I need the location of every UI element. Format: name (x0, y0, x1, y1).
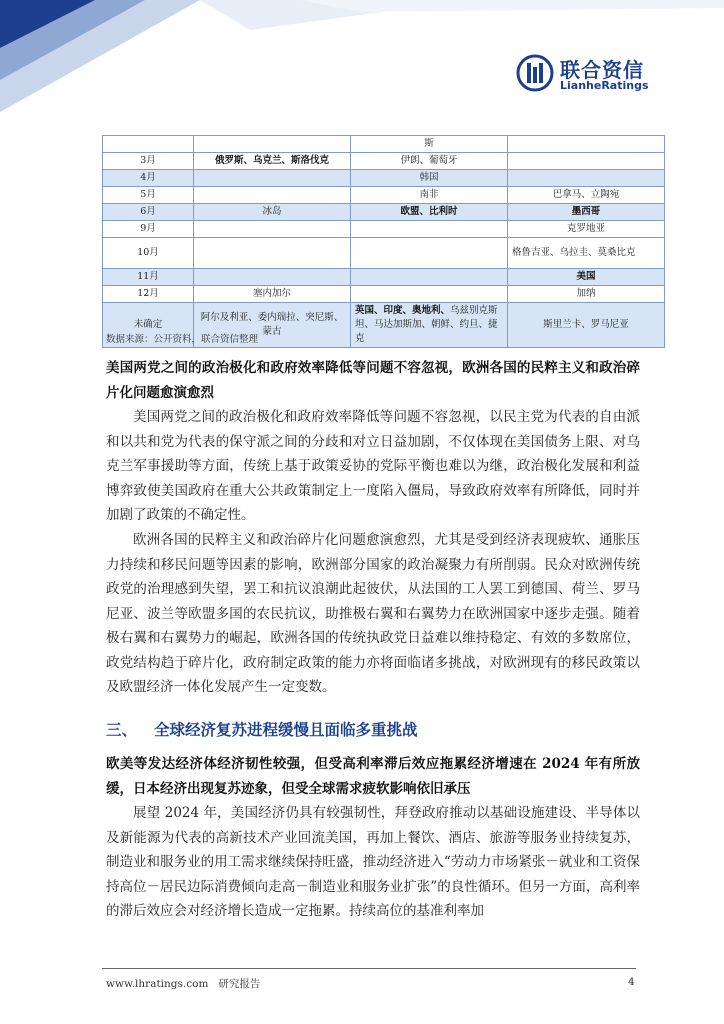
table-cell (194, 170, 351, 187)
table-cell: 美国 (508, 269, 665, 286)
table-row (103, 136, 665, 153)
table-source-note: 数据来源：公开资料，联合资信整理 (106, 334, 259, 345)
table-cell (194, 187, 351, 204)
table-row (103, 286, 665, 303)
table-row (103, 187, 665, 204)
section-number: 三、 (106, 721, 138, 739)
table-cell: 欧盟、比利时 (351, 204, 508, 221)
paragraph-us-outlook: 展望 2024 年，美国经济仍具有较强韧性，拜登政府推动以基础设施建设、半导体以及新能源为代表的高新技术产业回流美国，再加上餐饮、酒店、旅游等服务业持续复苏，制造业和服务业的用工需求继续保持旺盛，推动经济进入“劳动力市场紧张－就业和工资保持高位－居民边际消费倾向走高－制造业和服务业扩张”的良性循环。但另一方面，高利率的滞后效应会对经济增长造成一定拖累。持续高位的基准利率加 (106, 805, 640, 919)
table-row (103, 204, 665, 221)
footer-doc-type: 研究报告 (218, 978, 261, 990)
table-cell: 俄罗斯、乌克兰、斯洛伐克 (194, 153, 351, 170)
table-cell (194, 136, 351, 153)
page-number: 4 (628, 976, 635, 988)
table-row (103, 238, 665, 269)
table-cell: 冰岛 (194, 204, 351, 221)
logo-english-name: LianheRatings (560, 79, 649, 92)
table-row (103, 153, 665, 170)
table-cell (194, 221, 351, 238)
table-cell (351, 303, 508, 348)
table-cell (194, 269, 351, 286)
table-cell (351, 269, 508, 286)
table-cell: 格鲁吉亚、乌拉圭、莫桑比克 (508, 238, 665, 269)
table-cell: 4月 (103, 170, 194, 187)
table-cell: 5月 (103, 187, 194, 204)
company-logo (516, 52, 676, 96)
table-cell (194, 238, 351, 269)
table-cell: 墨西哥 (508, 204, 665, 221)
table-cell-rest-part: 乌兹别克斯坦、马达加斯加、朝鲜、约旦、捷克 (355, 305, 498, 344)
table-cell: 11月 (103, 269, 194, 286)
table-cell: 未确定 (103, 303, 194, 348)
table-cell (103, 136, 194, 153)
table-cell: 韩国 (351, 170, 508, 187)
table-cell (351, 221, 508, 238)
table-cell: 克罗地亚 (508, 221, 665, 238)
election-calendar-table (102, 135, 665, 348)
table-cell: 塞内加尔 (194, 286, 351, 303)
table-cell: 9月 (103, 221, 194, 238)
table-cell: 阿尔及利亚、委内瑞拉、突尼斯、蒙古 (194, 303, 351, 348)
table-cell: 加纳 (508, 286, 665, 303)
footer-divider (102, 968, 636, 969)
section-heading (106, 718, 418, 740)
table-cell: 12月 (103, 286, 194, 303)
table-row (103, 269, 665, 286)
table-cell: 6月 (103, 204, 194, 221)
lianhe-logo-icon (516, 54, 554, 92)
section-title: 全球经济复苏进程缓慢且面临多重挑战 (154, 721, 418, 739)
paragraph-us-polarization: 美国两党之间的政治极化和政府效率降低等问题不容忽视，以民主党为代表的自由派和以共和党为代表的保守派之间的分歧和对立日益加剧，不仅体现在美国债务上限、对乌克兰军事援助等方面，传统上基于政策妥协的党际平衡也难以为继，政治极化发展和利益博弈致使美国政府在重大公共政策制定上一度陷入僵局，导致政府效率有所降低，同时并加剧了政策的不确定性。 (106, 409, 640, 523)
logo-chinese-name: 联合资信 (560, 58, 644, 82)
table-cell: 10月 (103, 238, 194, 269)
table-cell: 伊朗、葡萄牙 (351, 153, 508, 170)
subheading-us-europe-politics: 美国两党之间的政治极化和政府效率降低等问题不容忽视，欧洲各国的民粹主义和政治碎片化问题愈演愈烈 (106, 360, 640, 401)
table-cell (351, 238, 508, 269)
table-row (103, 221, 665, 238)
paragraph-europe-populism: 欧洲各国的民粹主义和政治碎片化问题愈演愈烈，尤其是受到经济表现疲软、通胀压力持续和移民问题等因素的影响，欧洲部分国家的政治凝聚力有所削弱。民众对欧洲传统政党的治理感到失望，罢工和抗议浪潮此起彼伏，从法国的工人罢工到德国、荷兰、罗马尼亚、波兰等欧盟多国的农民抗议，助推极右翼和右翼势力在欧洲国家中逐步走强。随着极右翼和右翼势力的崛起，欧洲各国的传统执政党日益难以维持稳定、有效的多数席位，政党结构趋于碎片化，政府制定政策的能力亦将面临诸多挑战，对欧洲现有的移民政策以及欧盟经济一体化发展产生一定变数。 (106, 532, 640, 695)
table-cell (508, 153, 665, 170)
table-cell (508, 136, 665, 153)
table-cell (508, 170, 665, 187)
table-cell: 巴拿马、立陶宛 (508, 187, 665, 204)
table-cell (351, 286, 508, 303)
table-cell: 斯里兰卡、罗马尼亚 (508, 303, 665, 348)
table-cell: 3月 (103, 153, 194, 170)
table-cell: 南非 (351, 187, 508, 204)
table-row (103, 170, 665, 187)
footer-source (106, 976, 260, 991)
footer-website-link[interactable]: www.lhratings.com (106, 978, 209, 990)
table-cell: 斯 (351, 136, 508, 153)
subheading-advanced-economies: 欧美等发达经济体经济韧性较强，但受高利率滞后效应拖累经济增速在 2024 年有所放缓，日本经济出现复苏迹象，但受全球需求疲软影响依旧承压 (106, 756, 640, 797)
table-cell-bold-part: 英国、印度、奥地利、 (355, 305, 451, 316)
